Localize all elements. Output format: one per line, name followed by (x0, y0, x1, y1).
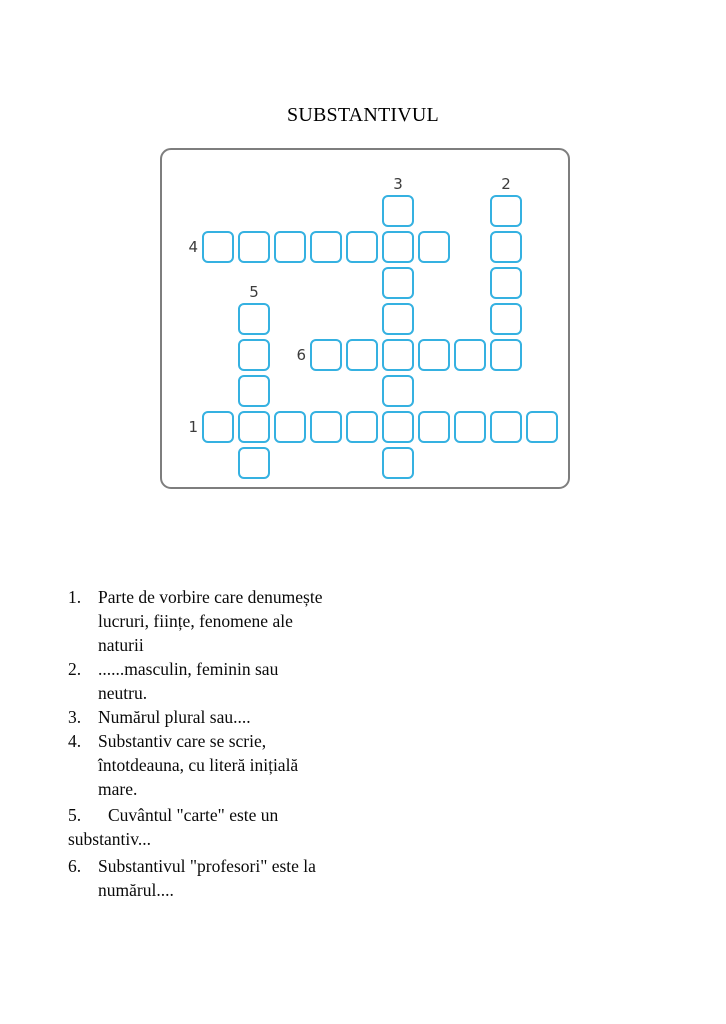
crossword-cell[interactable] (382, 303, 414, 335)
word-number-label: 3 (393, 175, 403, 193)
word-number-label: 2 (501, 175, 511, 193)
crossword-cell[interactable] (346, 411, 378, 443)
crossword-cell[interactable] (418, 339, 450, 371)
crossword-cell[interactable] (526, 411, 558, 443)
crossword-cell[interactable] (382, 339, 414, 371)
crossword-cell[interactable] (238, 339, 270, 371)
clue-number: 6. (68, 856, 82, 876)
crossword-cell[interactable] (274, 231, 306, 263)
clue-number: 2. (68, 659, 82, 679)
crossword-cell[interactable] (346, 231, 378, 263)
crossword-cell[interactable] (382, 375, 414, 407)
crossword-cell[interactable] (490, 303, 522, 335)
word-number-label: 4 (188, 238, 198, 256)
crossword-cell[interactable] (418, 411, 450, 443)
crossword-cell[interactable] (454, 411, 486, 443)
clue-item-3 (68, 705, 380, 729)
crossword-cell[interactable] (490, 267, 522, 299)
page-title: SUBSTANTIVUL (287, 104, 439, 126)
crossword-cell[interactable] (238, 447, 270, 479)
clue-text: Numărul plural sau.... (98, 707, 251, 727)
crossword-cell[interactable] (490, 231, 522, 263)
crossword-cell[interactable] (310, 339, 342, 371)
word-number-label: 5 (249, 283, 259, 301)
crossword-cell[interactable] (454, 339, 486, 371)
clue-text: Cuvântul "carte" este un substantiv... (68, 805, 279, 849)
word-number-label: 1 (188, 418, 198, 436)
crossword-cell[interactable] (238, 375, 270, 407)
clue-list (68, 585, 380, 902)
crossword-cell[interactable] (418, 231, 450, 263)
clue-number: 4. (68, 731, 82, 751)
crossword-cell[interactable] (238, 303, 270, 335)
clue-item-5 (68, 803, 380, 851)
clue-number: 3. (68, 707, 82, 727)
crossword-cell[interactable] (382, 267, 414, 299)
clue-number: 1. (68, 587, 82, 607)
crossword-cell[interactable] (238, 231, 270, 263)
crossword-cell[interactable] (490, 339, 522, 371)
crossword-cell[interactable] (382, 411, 414, 443)
clue-item-6 (68, 854, 380, 902)
crossword-cell[interactable] (490, 195, 522, 227)
word-number-label: 6 (296, 346, 306, 364)
crossword-cell[interactable] (310, 411, 342, 443)
clue-text: Parte de vorbire care denumește lucruri, ființe, fenomene ale naturii (98, 587, 323, 655)
crossword-cell[interactable] (382, 231, 414, 263)
clue-text: Substantiv care se scrie, întotdeauna, cu literă inițială mare. (98, 731, 299, 799)
clue-text: Substantivul "profesori" este la numărul.... (98, 856, 316, 900)
clue-item-1 (68, 585, 380, 657)
crossword-cell[interactable] (202, 411, 234, 443)
clue-item-2 (68, 657, 380, 705)
crossword-box (160, 148, 570, 489)
crossword-cell[interactable] (346, 339, 378, 371)
crossword-grid (162, 150, 568, 487)
crossword-cell[interactable] (310, 231, 342, 263)
clue-number: 5. (68, 805, 82, 825)
crossword-cell[interactable] (202, 231, 234, 263)
crossword-cell[interactable] (274, 411, 306, 443)
crossword-cell[interactable] (382, 447, 414, 479)
crossword-cell[interactable] (382, 195, 414, 227)
crossword-cell[interactable] (490, 411, 522, 443)
crossword-cell[interactable] (238, 411, 270, 443)
clue-text: ......masculin, feminin sau neutru. (98, 659, 279, 703)
clue-item-4 (68, 729, 380, 801)
